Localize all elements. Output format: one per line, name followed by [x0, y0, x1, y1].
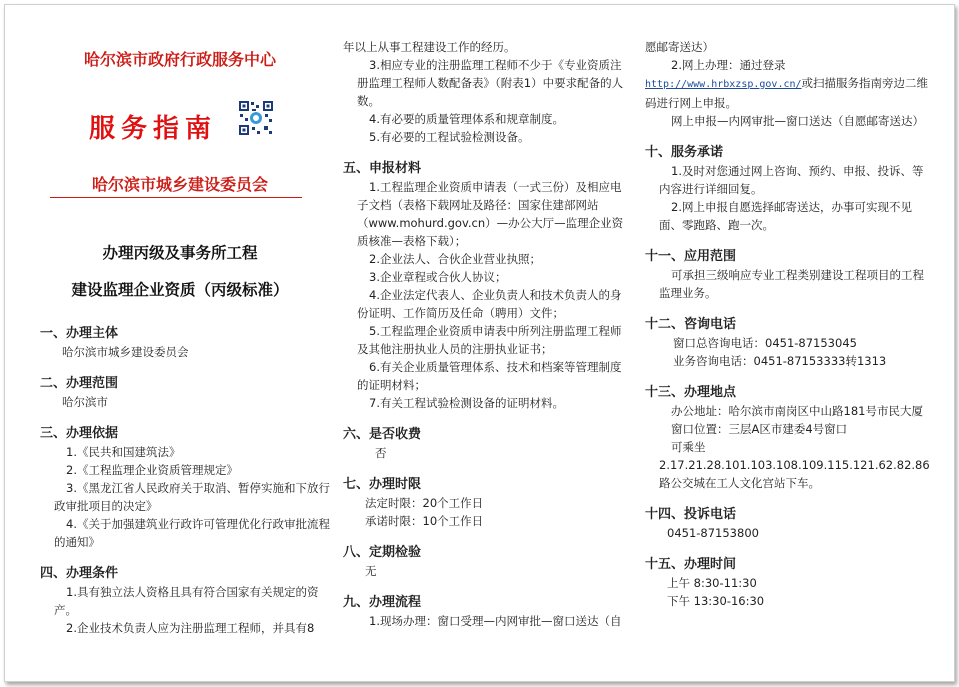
section-9-heading: 九、办理流程 — [343, 595, 422, 610]
section-8-heading: 八、定期检验 — [343, 545, 422, 560]
list-item: 2.《工程监理企业资质管理规定》 — [66, 463, 238, 477]
header-divider — [50, 197, 302, 198]
list-item: 6.有关企业质量管理体系、技术和档案等管理制度的证明材料； — [357, 360, 622, 392]
list-item: 1.现场办理：窗口受理—内网审批—窗口送达（自 — [369, 614, 622, 628]
section-8-body: 无 — [365, 564, 377, 578]
section-5-heading: 五、申报材料 — [343, 161, 422, 176]
section-11-body: 可承担三级响应专业工程类别建设工程项目的工程监理业务。 — [659, 268, 924, 300]
section-6-heading: 六、是否收费 — [343, 427, 422, 442]
section-3-heading: 三、办理依据 — [40, 426, 119, 441]
section-12-heading: 十二、咨询电话 — [645, 317, 737, 332]
list-item: 5.有必要的工程试验检测设备。 — [369, 130, 530, 144]
section-1-body: 哈尔滨市城乡建设委员会 — [62, 345, 189, 359]
list-item: 网上申报—内网审批—窗口送达（自愿邮寄送达） — [671, 114, 924, 128]
section-14-body: 0451-87153800 — [667, 526, 759, 540]
section-2-heading: 二、办理范围 — [40, 376, 119, 391]
section-10-heading: 十、服务承诺 — [645, 145, 724, 160]
list-item: 3.相应专业的注册监理工程师不少于《专业资质注册监理工程师人数配备表》（附表1）中要求配备的人数。 — [357, 58, 624, 108]
column-3 — [645, 40, 930, 610]
list-item: 4.有必要的质量管理体系和规章制度。 — [369, 112, 564, 126]
list-item: 2.企业法人、合伙企业营业执照； — [369, 252, 541, 266]
list-item: 窗口总咨询电话：0451-87153045 — [673, 336, 857, 350]
list-item: 承诺时限：10个工作日 — [365, 514, 484, 528]
qr-code-icon[interactable] — [238, 100, 274, 136]
doc-title-line1: 办理丙级及事务所工程 — [102, 244, 258, 262]
list-item: 下午 13:30-16:30 — [667, 594, 765, 608]
list-item: 3.企业章程或合伙人协议； — [369, 270, 507, 284]
section-13-heading: 十三、办理地点 — [645, 385, 737, 400]
list-item: 业务咨询电话：0451-87153333转1313 — [673, 354, 887, 368]
online-link-line — [645, 74, 930, 112]
list-item: 1.及时对您通过网上咨询、预约、申报、投诉、等内容进行详细回复。 — [659, 164, 924, 196]
list-item: 7.有关工程试验检测设备的证明材料。 — [369, 396, 564, 410]
section-4-heading: 四、办理条件 — [40, 566, 119, 581]
list-item: 办公地址：哈尔滨市南岗区中山路181号市民大厦 — [671, 404, 923, 418]
section-11-heading: 十一、应用范围 — [645, 249, 737, 264]
list-item: 5.工程监理企业资质申请表中所列注册监理工程师及其他注册执业人员的注册执业证书； — [357, 324, 622, 356]
list-item: 4.《关于加强建筑业行政许可管理优化行政审批流程的通知》 — [54, 517, 330, 549]
service-center-name: 哈尔滨市政府行政服务中心 — [83, 50, 276, 69]
list-item: 1.工程监理企业资质申请表（一式三份）及相应电子文档（表格下载网址及路径：国家住建部网站（www.mohurd.gov.cn）—办公大厅—监理企业资质核准—表格下载）； — [357, 180, 624, 248]
section-1-heading: 一、办理主体 — [40, 326, 119, 341]
online-link-suffix: 或扫描服务指南旁边二维码进行网上申报。 — [645, 76, 929, 110]
list-item: 1.具有独立法人资格且具有符合国家有关规定的资产。 — [54, 585, 319, 617]
service-guide-title: 服务指南 — [89, 114, 218, 144]
list-item: 3.《黑龙江省人民政府关于取消、暂停实施和下放行政审批项目的决定》 — [54, 481, 330, 513]
list-item: 愿邮寄送达） — [645, 40, 714, 54]
list-item: 4.企业法定代表人、企业负责人和技术负责人的身份证明、工作简历及任命（聘用）文件； — [357, 288, 622, 320]
list-item: 2.网上办理：通过登录 — [671, 58, 786, 72]
section-15-heading: 十五、办理时间 — [645, 557, 737, 572]
doc-title-line2: 建设监理企业资质（丙级标准） — [71, 281, 289, 299]
committee-name: 哈尔滨市城乡建设委员会 — [91, 175, 268, 194]
list-item: 2.网上申报自愿选择邮寄送达，办事可实现不见面、零跑路、跑一次。 — [659, 200, 912, 232]
section-7-heading: 七、办理时限 — [343, 477, 422, 492]
list-item: 年以上从事工程建设工作的经历。 — [343, 40, 516, 54]
service-website-link[interactable]: http://www.hrbxzsp.gov.cn/ — [645, 79, 802, 90]
column-1 — [40, 311, 330, 637]
list-item: 可乘坐2.17.21.28.101.103.108.109.115.121.62.82.86路公交城在工人文化宫站下车。 — [659, 440, 930, 490]
list-item: 1.《民共和国建筑法》 — [66, 445, 181, 459]
list-item: 法定时限：20个工作日 — [365, 496, 484, 510]
list-item: 上午 8:30-11:30 — [667, 576, 757, 590]
document-page — [4, 4, 955, 682]
column-2 — [343, 40, 628, 630]
section-14-heading: 十四、投诉电话 — [645, 507, 737, 522]
list-item: 窗口位置：三层A区市建委4号窗口 — [671, 422, 848, 436]
section-2-body: 哈尔滨市 — [62, 395, 108, 409]
list-item: 2.企业技术负责人应为注册监理工程师，并具有8 — [66, 621, 315, 635]
section-6-body: 否 — [375, 446, 387, 460]
